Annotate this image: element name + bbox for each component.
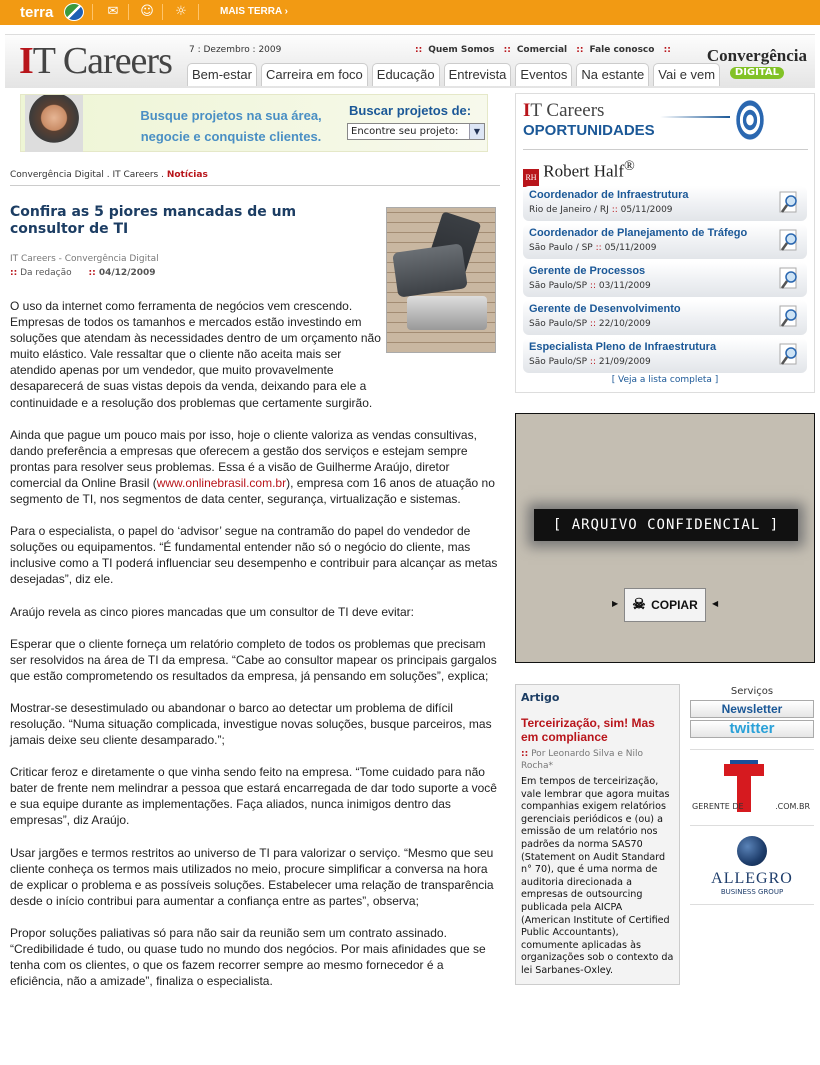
job-title[interactable]: Especialista Pleno de Infraestrutura — [529, 341, 717, 353]
divider — [10, 185, 500, 186]
artigo-title[interactable]: Terceirização, sim! Mas em compliance — [521, 716, 655, 744]
current-date: 7 : Dezembro : 2009 — [189, 45, 282, 55]
article-source: IT Careers - Convergência Digital — [10, 254, 159, 264]
site-header — [5, 34, 815, 88]
paragraph: Propor soluções paliativas só para não sair da reunião sem um contrato assinado. “Credibilidade é tudo, ou quase tudo no mundo dos negócios. Por mais afinidades que se tenha com os clientes, o que os fazem recorrer sempre ao mesmo fornecedor é a eficiência, não a amizade”, finaliza o especialista. — [10, 925, 486, 989]
paragraph: Araújo revela as cinco piores mancadas que um consultor de TI deve evitar: — [10, 604, 414, 619]
job-title[interactable]: Gerente de Desenvolvimento — [529, 303, 681, 315]
divider — [162, 4, 163, 20]
tab-na-estante[interactable]: Na estante — [576, 63, 649, 86]
allegro-logo[interactable]: ALLEGRO BUSINESS GROUP — [690, 825, 814, 905]
person-photo — [25, 95, 83, 152]
job-item[interactable] — [523, 186, 807, 221]
advertisement[interactable] — [515, 413, 815, 663]
opportunities-box — [515, 93, 815, 393]
breadcrumb-current[interactable]: Notícias — [166, 170, 208, 180]
article-date: 04/12/2009 — [98, 268, 156, 278]
breadcrumb-convergencia[interactable]: Convergência Digital — [10, 170, 104, 180]
chevron-down-icon[interactable]: ▼ — [469, 124, 484, 139]
job-title[interactable]: Coordenador de Infraestrutura — [529, 189, 689, 201]
terra-bar — [0, 0, 820, 25]
robert-half-logo[interactable]: RH Robert Half® — [523, 158, 635, 187]
job-item[interactable] — [523, 262, 807, 297]
terra-logo[interactable]: terra — [20, 4, 54, 21]
artigo-byline: :: Por Leonardo Silva e Nilo Rocha* — [521, 749, 644, 771]
mail-icon[interactable]: ✉ — [107, 4, 119, 19]
tab-educacao[interactable]: Educação — [372, 63, 440, 86]
banner-slogan: Busque projetos na sua área, negocie e conquiste clientes. — [140, 108, 322, 144]
article-author: Da redação — [20, 268, 72, 278]
magnifier-icon[interactable] — [779, 343, 801, 367]
article-title: Confira as 5 piores mancadas de um consultor de TI — [10, 204, 297, 237]
tab-bem-estar[interactable]: Bem-estar — [187, 63, 257, 86]
triangle-right-icon: ▶ — [612, 599, 619, 608]
divider — [198, 4, 199, 20]
divider — [128, 4, 129, 20]
terra-globe-icon[interactable] — [64, 3, 84, 21]
paragraph: Usar jargões e termos restritos ao universo de TI para valorizar o serviço. “Mesmo que seu cliente conheça os termos mais utilizados no meio, procure simplificar a conversa na hora de explicar o problema e as possíveis soluções. Estabelecer uma relação de transparência desde o início contribui para aumentar a confiança entre as partes”, observa; — [10, 845, 494, 908]
itcareers-small-logo: IT Careers — [523, 100, 605, 121]
breadcrumb-itcareers[interactable]: IT Careers — [112, 170, 159, 180]
artigo-text: Em tempos de terceirização, vale lembrar que agora muitas companhias exigem relatórios gerenciais periódicos e (ou) a emissão de um relatório nos padrões da norma SAS70 (Statement on Audit Standard n° 70), que é uma norma de auditoria direcionada a empresas de outsourcing publicada pela AICPA (American Institute of Certified Public Accountants), comumente aplicadas às organizações sob o contexto da lei Sarbanes-Oxley. — [521, 776, 674, 976]
triangle-left-icon: ◀ — [712, 599, 719, 608]
magnifier-icon[interactable] — [779, 191, 801, 215]
newsletter-button[interactable]: Newsletter — [690, 700, 814, 718]
opportunities-title: OPORTUNIDADES — [523, 122, 655, 139]
divider — [523, 149, 808, 150]
breadcrumb: Convergência Digital . IT Careers . Notícias — [10, 170, 208, 180]
paragraph: O uso da internet como ferramenta de negócios vem crescendo. Empresas de todos os tamanhos e mercados estão investindo em soluções que atendam às necessidades dentro de um orçamento não muito elástico. Vale ressaltar que o cliente não aceita mais ser atendido apenas por um vendedor, que muito provavelmente desaparecerá de suas vistas depois da venda, deixando para ele a continuidade e a resolução dos problemas que certamente surgirão. — [10, 299, 381, 410]
chat-icon[interactable]: ☺ — [140, 4, 154, 19]
artigo-label: Artigo — [521, 691, 560, 704]
paragraph: Mostrar-se desestimulado ou abandonar o barco ao detectar um problema de difícil resolução. “Numa situação complicada, investigue novas soluções, busque parceiros, mas jamais deixe seu cliente desamparado.”; — [10, 700, 492, 748]
convergencia-digital-logo[interactable]: Convergência DIGITAL — [706, 46, 807, 78]
article-meta: :: Da redação :: 04/12/2009 — [10, 268, 156, 278]
main-nav — [187, 63, 720, 86]
job-title[interactable]: Coordenador de Planejamento de Tráfego — [529, 227, 748, 239]
tab-eventos[interactable]: Eventos — [515, 63, 572, 86]
paragraph: Criticar feroz e diretamente o que vinha sendo feito na empresa. “Tome cuidado para não bater de frente nem melindrar a pessoa que estará encarregada de dar todo suporte a você e sua equipe durante as implementações. Faça aliados, nunca inimigos dentro das empresas”, diz Araújo. — [10, 765, 497, 828]
tab-carreira-em-foco[interactable]: Carreira em foco — [261, 63, 368, 86]
onlinebrasil-link[interactable]: www.onlinebrasil.com.br — [156, 475, 287, 490]
weather-icon[interactable]: ☼ — [175, 4, 187, 19]
article-body — [10, 298, 500, 1005]
job-title[interactable]: Gerente de Processos — [529, 265, 646, 277]
job-meta: São Paulo/SP :: 22/10/2009 — [529, 319, 651, 329]
mais-terra-link[interactable]: MAIS TERRA › — [220, 6, 288, 17]
job-item[interactable] — [523, 224, 807, 259]
top-links: :: Quem Somos :: Comercial :: Fale conosco :: — [415, 45, 671, 55]
divider — [92, 4, 93, 20]
job-meta: São Paulo/SP :: 03/11/2009 — [529, 281, 651, 291]
ad-headline: [ ARQUIVO CONFIDENCIAL ] — [534, 509, 798, 541]
comercial-link[interactable]: Comercial — [516, 45, 568, 55]
magnifier-icon[interactable] — [779, 229, 801, 253]
job-meta: São Paulo/SP :: 21/09/2009 — [529, 357, 651, 367]
paragraph: Esperar que o cliente forneça um relatório completo de todos os problemas que precisam ser resolvidos na área de TI da empresa. “Cabe ao consultor mapear os principais gargalos que estão comprometendo os resultados da empresa, já pensando em soluções”, explica; — [10, 636, 497, 683]
tab-vai-e-vem[interactable]: Vai e vem — [653, 63, 720, 86]
artigo-box — [515, 684, 680, 985]
arrow-graphic — [660, 116, 730, 118]
see-all-jobs-link[interactable]: [ Veja a lista completa ] — [611, 375, 719, 385]
servicos-label: Serviços — [730, 686, 774, 697]
buscar-label: Buscar projetos de: — [349, 103, 472, 118]
paragraph: Ainda que pague um pouco mais por isso, hoje o cliente valoriza as vendas consultivas, dando preferência a empresas que oferecem a gestão dos serviços e estejam sempre prontas para resolver seus problemas. Essa é a visão de Guilherme Araújo, diretor comercial da Online Brasil (www.onlinebrasil.com.br), empresa com 16 anos de atuação no segmento de TI, nos segmentos de data center, segurança, virtualização e sistemas. — [10, 427, 495, 507]
job-item[interactable] — [523, 338, 807, 373]
project-select[interactable]: Encontre seu projeto: ▼ — [347, 123, 485, 140]
ad-copiar-button[interactable]: ☠ COPIAR — [624, 588, 706, 622]
twitter-button[interactable]: twitter — [690, 720, 814, 738]
target-icon — [736, 100, 764, 140]
fale-conosco-link[interactable]: Fale conosco — [589, 45, 655, 55]
gerente-de-ti-logo[interactable]: GERENTE DE .COM.BR — [690, 749, 814, 819]
tab-entrevista[interactable]: Entrevista — [444, 63, 512, 86]
job-meta: Rio de Janeiro / RJ :: 05/11/2009 — [529, 205, 673, 215]
search-projects-banner — [20, 94, 488, 152]
skull-icon: ☠ — [632, 596, 646, 613]
job-item[interactable] — [523, 300, 807, 335]
paragraph: Para o especialista, o papel do ‘advisor’ segue na contramão do papel do vendedor de soluções ou equipamentos. “É fundamental entender não só o negócio do cliente, mas inclusive como a TI poderá influenciar seu desempenho e contribuir para alcançar as metas desejadas”, diz ele. — [10, 524, 498, 587]
magnifier-icon[interactable] — [779, 267, 801, 291]
job-meta: São Paulo / SP :: 05/11/2009 — [529, 243, 657, 253]
itcareers-logo[interactable]: IT Careers — [19, 40, 172, 82]
magnifier-icon[interactable] — [779, 305, 801, 329]
quem-somos-link[interactable]: Quem Somos — [428, 45, 495, 55]
globe-icon — [737, 836, 767, 866]
